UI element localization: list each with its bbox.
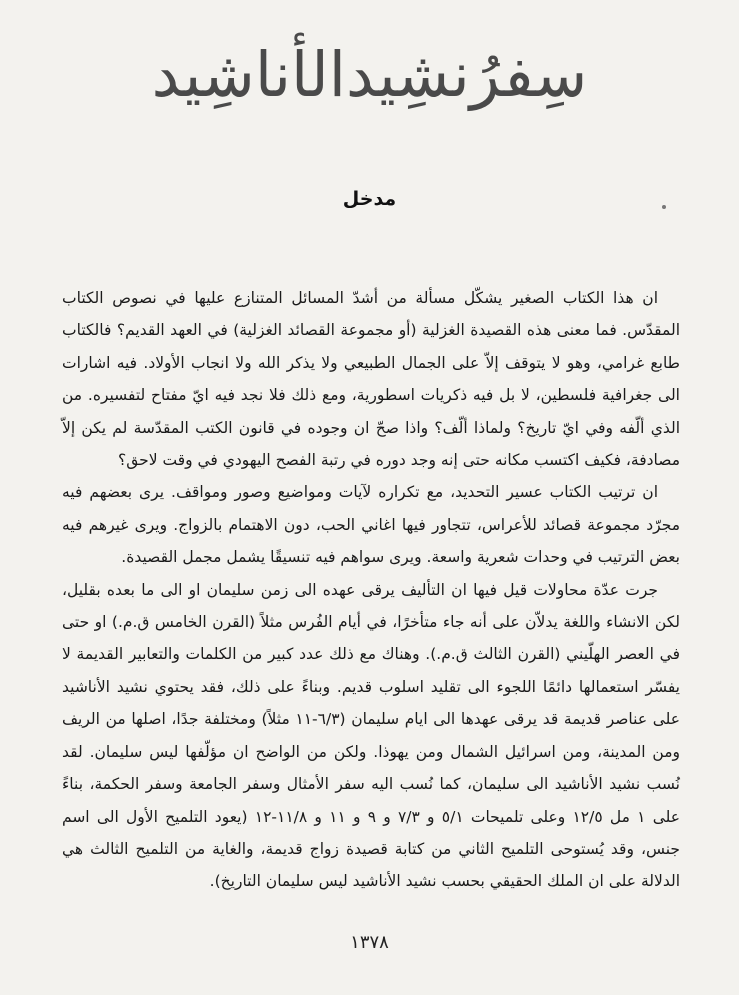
page-number: ١٣٧٨	[350, 932, 389, 953]
paragraph-2: ان ترتيب الكتاب عسير التحديد، مع تكراره لآيات ومواضيع وصور ومواقف. يرى بعضهم فيه مجرّد مجموعة قصائد للأعراس، تتجاور فيها اغاني الحب، دون الاهتمام بالزواج. ويرى غيرهم فيه بعض الترتيب في وحدات شعرية واسعة. ويرى سواهم فيه تنسيقًا يشمل مجمل القصيدة.	[62, 483, 680, 567]
ink-speck	[662, 205, 666, 209]
paragraph-1: ان هذا الكتاب الصغير يشكّل مسألة من أشدّ المسائل المتنازع عليها في نصوص الكتاب المقدّس. فما معنى هذه القصيدة الغزلية (أو مجموعة القصائد الغزلية) في العهد القديم؟ فالكتاب طابع غرامي، وهو لا يتوقف إلاّ على الجمال الطبيعي ولا يذكر الله ولا انجاب الأولاد. فيه اشارات الى جغرافية فلسطين، لا بل فيه ذكريات اسطورية، ومع ذلك فلا نجد فيه ايّ مفتاح لتفسيره. من الذي ألّفه وفي ايّ تاريخ؟ ولماذا ألّف؟ واذا صحّ ان وجوده في قانون الكتب المقدّسة لم يكن إلاّ مصادفة، فكيف اكتسب مكانه حتى إنه وجد دوره في رتبة الفصح اليهودي في وقت لاحق؟	[62, 289, 680, 470]
book-title: سِفرُنشِيدالأناشِيد	[151, 38, 588, 111]
paragraph-3: جرت عدّة محاولات قيل فيها ان التأليف يرقى عهده الى زمن سليمان او الى ما بعده بقليل، لكن الانشاء واللغة يدلاّن على أنه جاء متأخرًا، في أيام الفُرس مثلاً (القرن الخامس ق.م.) او حتى في العصر الهلّيني (القرن الثالث ق.م.). وهناك مع ذلك عدد كبير من الكلمات والتعابير القديمة لا يفسّر استعمالها دائمًا اللجوء الى تقليد اسلوب قديم. وبناءً على ذلك، فقد يحتوي نشيد الأناشيد على عناصر قديمة قد يرقى عهدها الى ايام سليمان (٦/٣-١١ مثلاً) ومختلفة جدًا، اصلها من الريف ومن المدينة، ومن اسرائيل الشمال ومن يهوذا. ولكن من الواضح ان مؤلّفها ليس سليمان. لقد نُسب نشيد الأناشيد الى سليمان، كما نُسب اليه سفر الأمثال وسفر الجامعة وسفر الحكمة، بناءً على ١ مل ١٢/٥ وعلى تلميحات ٥/١ و ٧/٣ و ٩ و ١١ و ١١/٨-١٢ (يعود التلميح الأول الى اسم جنس، وقد يُستوحى التلميح الثاني من كتابة قصيدة زواج قديمة، والغاية من التلميح الثالث هي الدلالة على ان الملك الحقيقي بحسب نشيد الأناشيد ليس سليمان التاريخ).	[62, 580, 681, 891]
body-text	[62, 282, 680, 898]
section-title: مدخل	[342, 188, 397, 210]
